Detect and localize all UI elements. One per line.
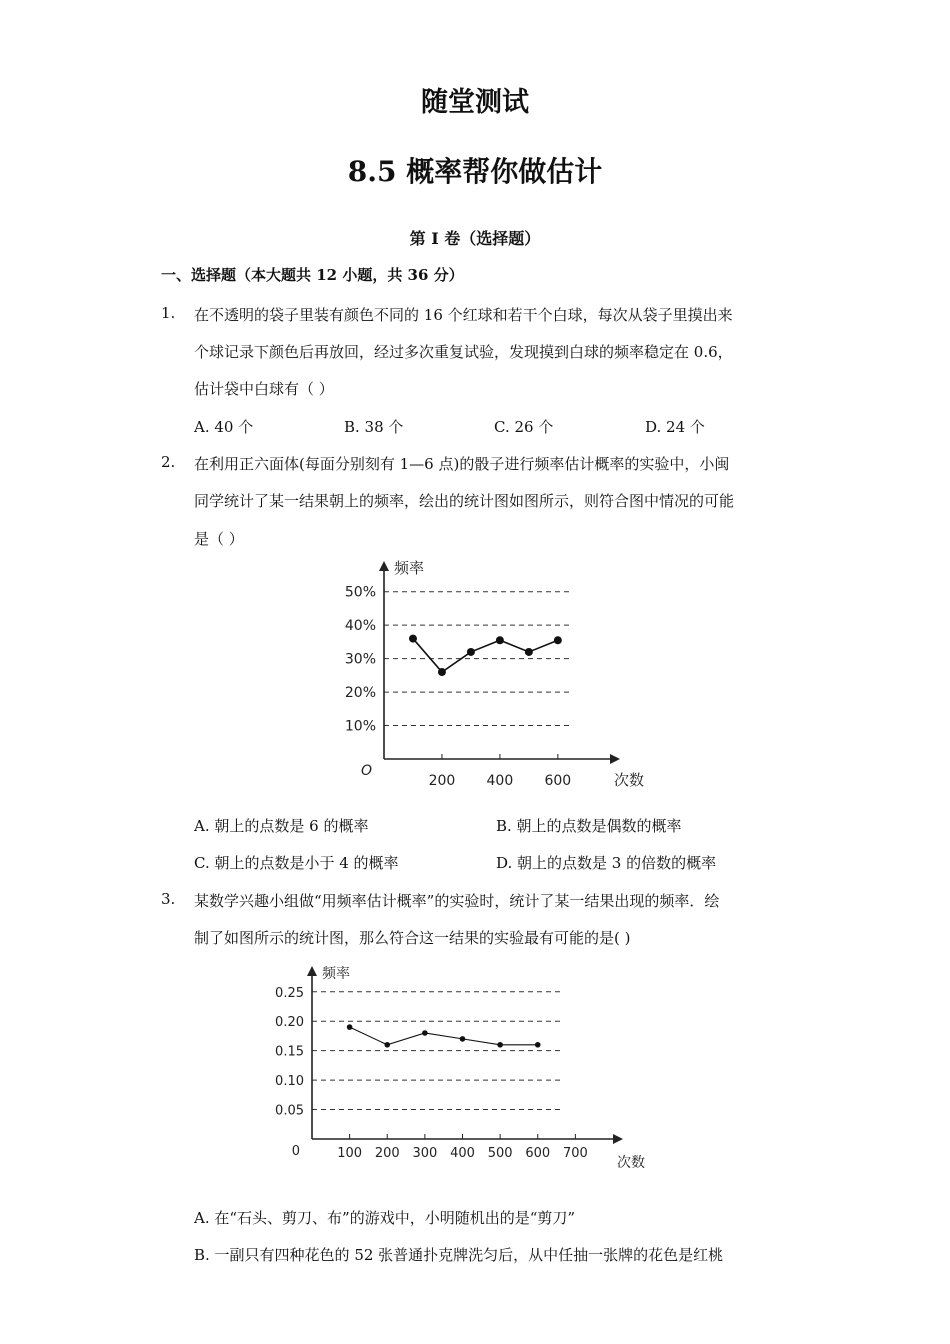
question-3-option-a: A. 在“石头、剪刀、布”的游戏中，小明随机出的是“剪刀” (194, 1209, 576, 1227)
data-point (438, 668, 446, 676)
question-1-option-b: B. 38 个 (344, 418, 404, 436)
x-tick-label: 300 (412, 1146, 438, 1161)
x-tick-label: 400 (486, 773, 514, 789)
x-axis-label: 次数 (617, 1155, 645, 1171)
question-1-line-2: 个球记录下颜色后再放回，经过多次重复试验，发现摸到白球的频率稳定在 0.6， (194, 343, 733, 361)
series-line (350, 1027, 538, 1045)
origin-label: 0 (291, 1144, 300, 1159)
y-axis-label: 频率 (394, 559, 425, 577)
y-tick-label: 0.25 (275, 985, 304, 1001)
page-title: 随堂测试 (421, 87, 529, 118)
y-tick-label: 50% (344, 584, 376, 601)
origin-label: O (360, 763, 372, 779)
x-tick-label: 400 (450, 1146, 475, 1161)
section-heading: 一、选择题（本大题共 12 小题，共 36 分） (161, 266, 464, 284)
question-2-line-1: 在利用正六面体(每面分别刻有 1—6 点)的骰子进行频率估计概率的实验中，小闽 (194, 455, 730, 473)
question-2-option-b: B. 朝上的点数是偶数的概率 (496, 817, 682, 835)
question-3-line-2: 制了如图所示的统计图，那么符合这一结果的实验最有可能的是( ) (194, 929, 631, 947)
question-1-option-c: C. 26 个 (494, 418, 554, 436)
question-1-option-d: D. 24 个 (645, 418, 705, 436)
data-point (384, 1042, 390, 1048)
x-tick-label: 700 (562, 1146, 588, 1161)
question-2-option-a: A. 朝上的点数是 6 的概率 (194, 817, 369, 835)
data-point (409, 635, 417, 643)
y-axis-arrow (307, 966, 317, 976)
x-tick-label: 500 (487, 1146, 513, 1161)
y-tick-label: 0.05 (275, 1103, 304, 1119)
data-point (496, 636, 504, 644)
question-3-number: 3. (161, 890, 176, 908)
y-axis-label: 频率 (322, 966, 350, 982)
data-point (347, 1024, 353, 1030)
question-3-line-1: 某数学兴趣小组做“用频率估计概率”的实验时，统计了某一结果出现的频率．绘 (194, 892, 720, 910)
question-3-chart (268, 962, 658, 1172)
data-point (460, 1036, 466, 1042)
x-axis-arrow (610, 754, 620, 764)
question-2-number: 2. (161, 453, 176, 471)
data-point (554, 636, 562, 644)
question-1-option-a: A. 40 个 (194, 418, 254, 436)
question-2-option-c: C. 朝上的点数是小于 4 的概率 (194, 854, 399, 872)
x-axis-arrow (613, 1134, 623, 1144)
y-axis-arrow (379, 561, 389, 571)
x-axis-label: 次数 (614, 771, 645, 789)
question-1-number: 1. (161, 304, 176, 322)
lesson-title: 8.5 概率帮你做估计 (347, 155, 603, 188)
question-2-line-3: 是（ ） (194, 530, 244, 548)
y-tick-label: 30% (344, 651, 376, 668)
question-1-line-3: 估计袋中白球有（ ） (194, 380, 334, 398)
x-tick-label: 200 (428, 773, 456, 789)
question-2-option-d: D. 朝上的点数是 3 的倍数的概率 (496, 854, 717, 872)
x-tick-label: 100 (337, 1146, 363, 1161)
data-point (422, 1030, 428, 1036)
y-tick-label: 0.10 (275, 1074, 304, 1090)
y-tick-label: 40% (344, 618, 376, 635)
y-tick-label: 20% (344, 685, 376, 702)
y-tick-label: 0.15 (275, 1044, 304, 1060)
x-tick-label: 600 (544, 773, 572, 789)
question-1-line-1: 在不透明的袋子里装有颜色不同的 16 个红球和若干个白球，每次从袋子里摸出来 (194, 306, 733, 324)
x-tick-label: 600 (525, 1146, 551, 1161)
x-tick-label: 200 (374, 1146, 400, 1161)
data-point (497, 1042, 503, 1048)
question-2-line-2: 同学统计了某一结果朝上的频率，绘出的统计图如图所示，则符合图中情况的可能 (194, 492, 735, 510)
series-line (413, 639, 558, 672)
y-tick-label: 0.20 (275, 1015, 304, 1031)
data-point (525, 648, 533, 656)
part-heading: 第 I 卷（选择题） (409, 229, 541, 248)
question-2-chart (320, 555, 660, 800)
question-3-option-b: B. 一副只有四种花色的 52 张普通扑克牌洗匀后，从中任抽一张牌的花色是红桃 (194, 1246, 724, 1264)
y-tick-label: 10% (344, 718, 376, 735)
data-point (535, 1042, 541, 1048)
data-point (467, 648, 475, 656)
